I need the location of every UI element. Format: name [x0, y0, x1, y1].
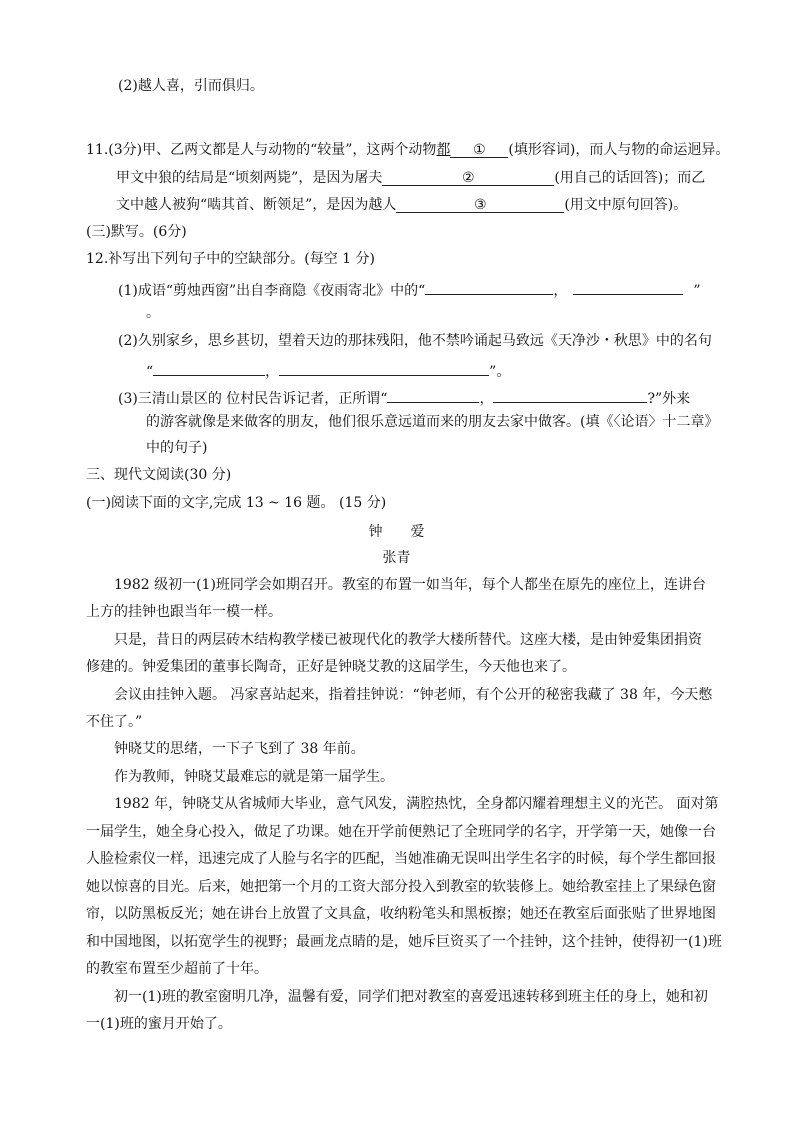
q12-3-end: ?”外来 [647, 391, 691, 407]
para-6-line-3: 人脸检索仪一样，迅速完成了人脸与名字的匹配，当她准确无误叫出学生名字的时候，每个学生都回报 [86, 851, 716, 867]
q11-line-3-tail: (用文中原句回答)。 [564, 197, 688, 213]
para-6-line-5: 帘，以防黑板反光；她在讲台上放置了文具盒，收纳粉笔头和黑板擦；她还在教室后面张贴了世界地图 [86, 906, 716, 922]
q11-line-3-text: 文中越人被狗“啮其首、断领足”，是因为越人 [116, 197, 397, 213]
q11-line-2-tail: (用自己的话回答)；而乙 [554, 170, 706, 186]
q10-item-2: (2)越人喜，引而俱归。 [118, 78, 264, 94]
q12-1-text: (1)成语“剪烛西窗”出自李商隐《夜雨寄北》中的“ [118, 283, 426, 299]
blank-2-mark: ② [462, 170, 475, 186]
q12-3-cont-2: 中的句子) [146, 440, 208, 456]
q12-2-blank-a[interactable] [153, 358, 265, 376]
para-3-line-2: 不住了。” [86, 714, 143, 730]
q12-3-blank-b[interactable] [493, 385, 647, 403]
q11-line-3 [116, 195, 687, 215]
blank-1-mark: ① [473, 142, 486, 158]
q12-2-blank-b[interactable] [279, 358, 489, 376]
q12-3-blank-a[interactable] [387, 385, 479, 403]
q12-3-cont-1: 的游客就像是来做客的朋友，他们很乐意远道而来的朋友去家中做客。(填《〈论语〉十二章》 [146, 414, 719, 430]
q12-1 [118, 277, 700, 301]
q12-title: 12.补写出下列句子中的空缺部分。(每空 1 分) [86, 251, 375, 267]
blank-1[interactable] [450, 140, 508, 158]
q11-text: 11.(3分)甲、乙两文都是人与动物的“较量”，这两个动物 [86, 142, 437, 158]
reading-intro: (一)阅读下面的文字,完成 13 ~ 16 题。 (15 分) [86, 495, 387, 511]
para-2-line-1: 只是，昔日的两层砖木结构教学楼已被现代化的教学大楼所替代。这座大楼，是由钟爱集团捐资 [114, 632, 702, 648]
para-1-line-1: 1982 级初一(1)班同学会如期召开。教室的布置一如当年，每个人都坐在原先的座位上，连讲台 [114, 577, 706, 593]
q11-underlined-word: 都 [436, 142, 451, 158]
para-6-line-1: 1982 年，钟晓艾从省城师大毕业，意气风发，满腔热忱，全身都闪耀着理想主义的光芒。 面对第 [114, 796, 719, 812]
q11-tail: (填形容词)，而人与物的命运迥异。 [508, 142, 730, 158]
q12-1-sep: ， [553, 283, 568, 299]
q12-2-open: “ [146, 364, 154, 380]
para-4: 钟晓艾的思绪，一下子飞到了 38 年前。 [114, 741, 365, 757]
para-7-line-2: 一(1)班的蜜月开始了。 [86, 1016, 232, 1032]
q12-1-blank-b[interactable] [573, 277, 683, 295]
part-heading: 三、现代文阅读(30 分) [86, 467, 232, 483]
article-title: 钟 爱 [368, 524, 425, 540]
q12-3-text: (3)三清山景区的 位村民告诉记者，正所谓“ [118, 391, 388, 407]
para-5: 作为教师，钟晓艾最难忘的就是第一届学生。 [114, 769, 394, 785]
q12-2: (2)久别家乡，思乡甚切，望着天边的那抹残阳，他不禁吟诵起马致远《天净沙・秋思》中的名句 [118, 333, 712, 349]
q11-line-2-text: 甲文中狼的结局是“顷刻两毙”，是因为屠夫 [116, 170, 383, 186]
q11-line-2 [116, 168, 705, 188]
q12-2-sep: ， [265, 364, 280, 380]
q12-2-end: ”。 [489, 364, 511, 380]
q12-3 [118, 385, 690, 409]
q12-3-sep: ， [479, 391, 494, 407]
article-author: 张青 [382, 550, 411, 566]
q12-1-end: ” [693, 283, 701, 299]
blank-3-mark: ③ [474, 197, 487, 213]
section-dictation: (三)默写。(6分) [86, 224, 187, 240]
blank-3[interactable] [396, 195, 564, 213]
para-3-line-1: 会议由挂钟入题。 冯家喜站起来，指着挂钟说：“钟老师，有个公开的秘密我藏了 38 年，今天憋 [114, 687, 713, 703]
q12-1-blank-a[interactable] [425, 277, 553, 295]
q12-1-cont: 。 [146, 305, 160, 321]
para-2-line-2: 修建的。钟爱集团的董事长陶奇，正好是钟晓艾教的这届学生，今天他也来了。 [86, 659, 576, 675]
para-6-line-2: 一届学生，她全身心投入，做足了功课。她在开学前便熟记了全班同学的名字，开学第一天，她像一台 [86, 824, 716, 840]
para-7-line-1: 初一(1)班的教室窗明几净，温馨有爱，同学们把对教室的喜爱迅速转移到班主任的身上，她和初 [114, 989, 708, 1005]
q11-line-1 [86, 140, 729, 160]
q12-2-cont [146, 358, 510, 382]
para-1-line-2: 上方的挂钟也跟当年一模一样。 [86, 604, 282, 620]
blank-2[interactable] [382, 168, 554, 186]
para-6-line-6: 和中国地图，以拓宽学生的视野；最画龙点睛的是，她斥巨资买了一个挂钟，这个挂钟，使得初一(1)班 [86, 934, 722, 950]
para-6-line-7: 的教室布置至少超前了十年。 [86, 961, 268, 977]
para-6-line-4: 她以惊喜的目光。后来，她把第一个月的工资大部分投入到教室的软装修上。她给教室挂上了果绿色窗 [86, 879, 716, 895]
